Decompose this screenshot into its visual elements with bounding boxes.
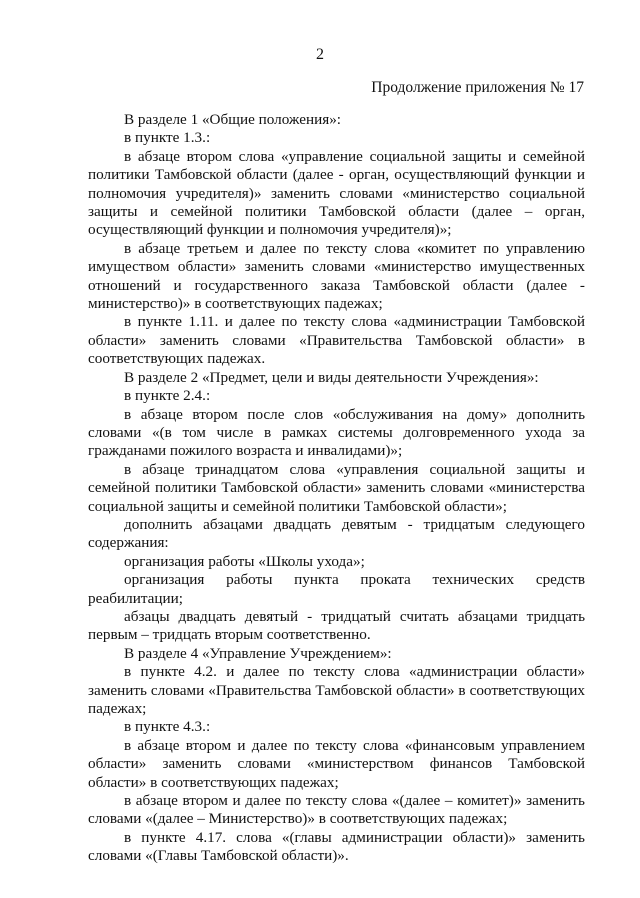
paragraph: в абзаце тринадцатом слова «управления социальной защиты и семейной политики Тамбовской области» заменить словами «министерства социальной защиты и семейной политики Тамбовской области»; [88,460,585,515]
paragraph: В разделе 2 «Предмет, цели и виды деятельности Учреждения»: [124,368,539,386]
paragraph: В разделе 4 «Управление Учреждением»: [124,644,392,662]
paragraph: в абзаце втором и далее по тексту слова «финансовым управлением области» заменить словами «министерством финансов Тамбовской области» в соответствующих падежах; [88,736,585,791]
paragraph: в пункте 4.2. и далее по тексту слова «администрации области» заменить словами «Правительства Тамбовской области» в соответствующих падежах; [88,663,585,717]
paragraph: в пункте 1.11. и далее по тексту слова «администрации Тамбовской области» заменить словами «Правительства Тамбовской области» в соответствующих падежах. [88,313,585,368]
paragraph: абзацы двадцать девятый - тридцатый считать абзацами тридцать первым – тридцать вторым соответственно. [88,607,585,644]
paragraph: В разделе 1 «Общие положения»: [124,111,342,128]
paragraph: дополнить абзацами двадцать девятым - тридцатым следующего содержания: [88,515,585,552]
page-number: 2 [316,46,324,63]
paragraph: организация работы пункта проката технических средств реабилитации; [88,571,585,607]
paragraph: в пункте 1.3.: [124,129,211,147]
paragraph: организация работы «Школы ухода»; [124,552,365,570]
document-body [88,111,585,866]
paragraph: в пункте 4.3.: [124,718,211,736]
paragraph: в абзаце втором и далее по тексту слова «(далее – комитет)» заменить словами «(далее – Министерство)» в соответствующих падежах; [88,792,585,828]
paragraph: в абзаце третьем и далее по тексту слова «комитет по управлению имуществом области» заменить словами «министерство имущественных отношений и государственного заказа Тамбовской области (далее - министерство)» в соответствующих падежах; [88,239,585,313]
paragraph: в абзаце втором слова «управление социальной защиты и семейной политики Тамбовской области (далее - орган, осуществляющий функции и полномочия учредителя)» заменить словами «министерство социальной защиты и семейной политики Тамбовской области (далее – орган, осуществляющий функции и полномочия учредителя)»; [88,147,585,239]
paragraph: в пункте 4.17. слова «(главы администрации области)» заменить словами «(Главы Тамбовской области)». [88,828,585,865]
paragraph: в пункте 2.4.: [124,387,211,405]
paragraph: в абзаце втором после слов «обслуживания на дому» дополнить словами «(в том числе в рамках системы долговременного ухода за гражданами пожилого возраста и инвалидами)»; [88,405,585,460]
appendix-heading: Продолжение приложения № 17 [371,79,584,96]
